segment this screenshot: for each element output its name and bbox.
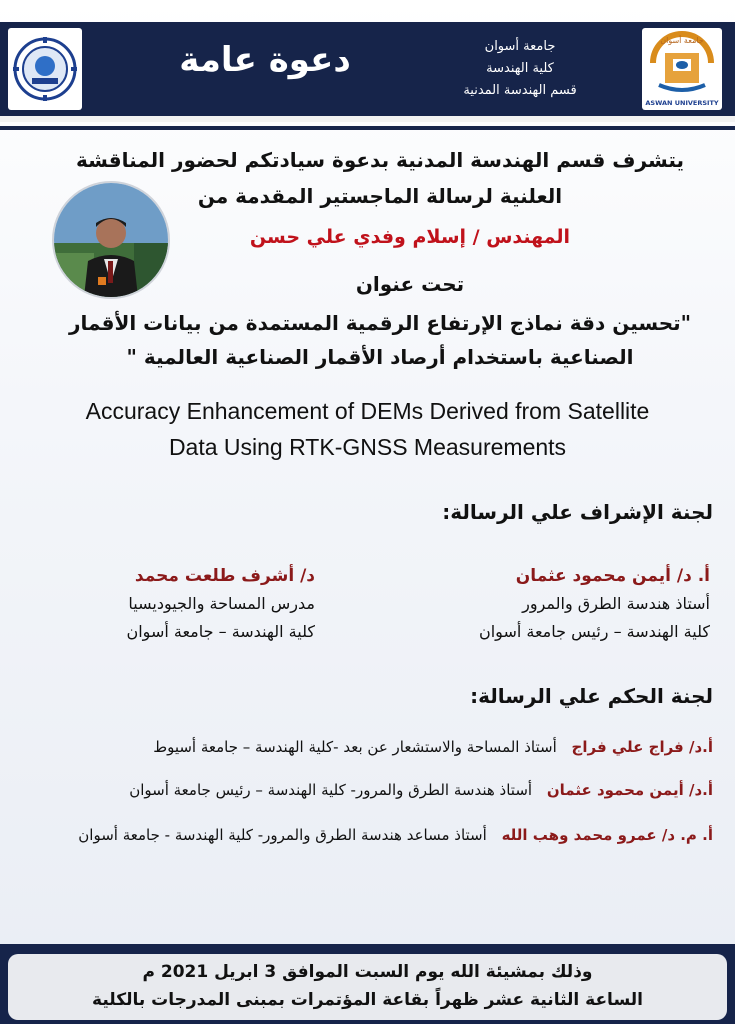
header-divider xyxy=(0,126,735,130)
department-name: قسم الهندسة المدنية xyxy=(463,83,577,98)
supervisor-2-title: مدرس المساحة والجيوديسيا xyxy=(128,594,315,613)
footer-details xyxy=(8,954,727,1020)
supervisor-1 xyxy=(410,562,710,646)
thesis-title-english xyxy=(10,393,725,465)
footer-date: وذلك بمشيئة الله يوم السبت الموافق 3 ابريل 2021 م xyxy=(142,962,593,982)
jury-heading: لجنة الحكم علي الرسالة: xyxy=(470,684,713,708)
intro-line-1: يتشرف قسم الهندسة المدنية بدعوة سيادتكم لحضور المناقشة xyxy=(76,148,684,172)
footer-venue: الساعة الثانية عشر ظهراً بقاعة المؤتمرات بمبنى المدرجات بالكلية xyxy=(92,990,643,1010)
aswan-university-logo xyxy=(642,28,722,110)
supervisor-1-title: أستاذ هندسة الطرق والمرور xyxy=(522,594,710,613)
jury-member-2-desc: أستاذ هندسة الطرق والمرور- كلية الهندسة – رئيس جامعة أسوان xyxy=(129,781,533,799)
jury-member-1-name: أ.د/ فراج علي فراج xyxy=(571,738,713,756)
thesis-en-line-1: Accuracy Enhancement of DEMs Derived from Satellite xyxy=(85,398,650,424)
supervisor-1-name: أ. د/ أيمن محمود عثمان xyxy=(515,566,710,586)
invitation-title: دعوة عامة xyxy=(179,40,351,80)
university-lines xyxy=(430,36,610,102)
jury-member-3 xyxy=(13,826,713,844)
candidate-photo xyxy=(52,181,170,299)
jury-member-2 xyxy=(13,781,713,799)
jury-member-3-desc: أستاذ مساعد هندسة الطرق والمرور- كلية الهندسة - جامعة أسوان xyxy=(78,826,487,844)
svg-text:جامعة أسوان: جامعة أسوان xyxy=(660,36,704,45)
candidate-name: المهندس / إسلام وفدي علي حسن xyxy=(249,226,571,248)
under-title-label: تحت عنوان xyxy=(355,272,465,296)
thesis-ar-line-1: "تحسين دقة نماذج الإرتفاع الرقمية المستمدة من بيانات الأقمار xyxy=(68,311,692,335)
thesis-en-line-2: Data Using RTK-GNSS Measurements xyxy=(168,434,567,460)
jury-member-1-desc: أستاذ المساحة والاستشعار عن بعد -كلية الهندسة – جامعة أسيوط xyxy=(153,738,557,756)
jury-member-1 xyxy=(13,738,713,756)
intro-line-2: العلنية لرسالة الماجستير المقدمة من xyxy=(197,184,563,208)
supervisor-2-name: د/ أشرف طلعت محمد xyxy=(134,566,315,586)
jury-member-2-name: أ.د/ أيمن محمود عثمان xyxy=(546,781,713,799)
faculty-name: كلية الهندسة xyxy=(486,61,554,76)
supervisor-2 xyxy=(15,562,315,646)
engineering-faculty-logo xyxy=(8,28,82,110)
supervisor-2-affil: كلية الهندسة – جامعة أسوان xyxy=(126,622,315,641)
jury-member-3-name: أ. م. د/ عمرو محمد وهب الله xyxy=(501,826,713,844)
university-name: جامعة أسوان xyxy=(484,39,556,54)
thesis-ar-line-2: الصناعية باستخدام أرصاد الأقمار الصناعية العالمية " xyxy=(126,345,634,369)
thesis-title-arabic xyxy=(40,306,720,374)
supervisor-1-affil: كلية الهندسة – رئيس جامعة أسوان xyxy=(478,622,710,641)
svg-text:ASWAN UNIVERSITY: ASWAN UNIVERSITY xyxy=(645,99,719,107)
supervision-heading: لجنة الإشراف علي الرسالة: xyxy=(442,500,713,524)
header-banner xyxy=(0,22,735,122)
